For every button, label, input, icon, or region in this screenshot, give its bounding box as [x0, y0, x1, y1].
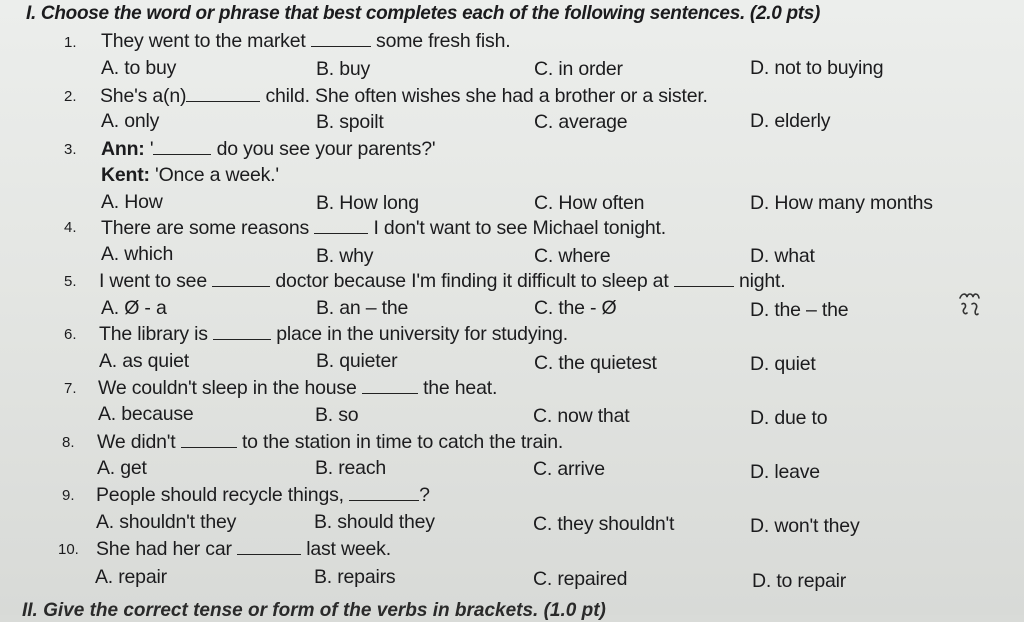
- option-a: A. as quiet: [99, 350, 189, 372]
- option-b: B. why: [316, 245, 374, 267]
- option-a: A. repair: [95, 566, 167, 588]
- question-1-stem: They went to the market some fresh fish.: [101, 30, 511, 52]
- option-c: C. now that: [533, 405, 630, 427]
- option-c: C. the quietest: [534, 352, 657, 374]
- answer-blank: [362, 377, 418, 394]
- option-c: C. arrive: [533, 458, 605, 480]
- question-7-stem: We couldn't sleep in the house the heat.: [98, 377, 498, 399]
- option-b: B. should they: [314, 511, 435, 533]
- question-number: 8.: [62, 434, 75, 451]
- question-number: 4.: [64, 219, 77, 236]
- question-3-reply: Kent: 'Once a week.': [101, 164, 279, 186]
- question-number: 7.: [64, 380, 77, 397]
- question-6-stem: The library is place in the university for studying.: [99, 323, 569, 345]
- option-d: D. won't they: [750, 515, 860, 537]
- option-c: C. where: [534, 245, 611, 267]
- option-d: D. to repair: [752, 570, 847, 592]
- next-section-heading: II. Give the correct tense or form of the verbs in brackets. (1.0 pt): [22, 600, 606, 621]
- option-b: B. an – the: [316, 297, 409, 319]
- option-a: A. to buy: [101, 57, 177, 79]
- handwritten-mark-icon: [956, 290, 984, 320]
- option-d: D. due to: [750, 407, 828, 429]
- option-d: D. elderly: [750, 110, 831, 132]
- option-c: C. the - Ø: [534, 297, 617, 319]
- option-a: A. Ø - a: [101, 297, 167, 319]
- speaker-kent: Kent:: [101, 164, 150, 186]
- question-5-stem: I went to see doctor because I'm finding it difficult to sleep at night.: [99, 270, 786, 292]
- option-c: C. repaired: [533, 568, 628, 590]
- option-b: B. buy: [316, 58, 371, 80]
- speaker-ann: Ann:: [101, 138, 145, 160]
- option-a: A. because: [98, 403, 194, 425]
- question-number: 6.: [64, 326, 77, 343]
- answer-blank: [181, 431, 237, 448]
- question-number: 5.: [64, 273, 77, 290]
- option-d: D. quiet: [750, 353, 816, 375]
- answer-blank: [213, 323, 271, 340]
- question-10-stem: She had her car last week.: [96, 538, 391, 560]
- question-number: 10.: [58, 541, 79, 558]
- option-c: C. How often: [534, 192, 645, 214]
- answer-blank: [349, 484, 419, 501]
- answer-blank: [237, 538, 301, 555]
- question-3-stem: Ann: ' do you see your parents?': [101, 138, 436, 160]
- option-c: C. they shouldn't: [533, 513, 675, 535]
- option-d: D. How many months: [750, 192, 933, 214]
- option-b: B. reach: [315, 457, 387, 479]
- option-d: D. leave: [750, 461, 820, 483]
- option-d: D. not to buying: [750, 57, 884, 79]
- answer-blank: [674, 270, 734, 287]
- question-8-stem: We didn't to the station in time to catch the train.: [97, 431, 564, 453]
- option-d: D. the – the: [750, 299, 849, 321]
- option-a: A. only: [101, 110, 160, 132]
- question-4-stem: There are some reasons I don't want to see Michael tonight.: [101, 217, 666, 239]
- option-b: B. so: [315, 404, 359, 426]
- section-heading: I. Choose the word or phrase that best completes each of the following sentences. (2.0 pts): [26, 3, 821, 24]
- option-c: C. in order: [534, 58, 623, 80]
- answer-blank: [212, 270, 270, 287]
- answer-blank: [311, 30, 371, 47]
- option-a: A. How: [101, 191, 163, 213]
- question-number: 3.: [64, 141, 77, 158]
- question-number: 9.: [62, 487, 75, 504]
- answer-blank: [314, 217, 368, 234]
- option-b: B. spoilt: [316, 111, 384, 133]
- question-9-stem: People should recycle things, ?: [96, 484, 430, 506]
- option-b: B. repairs: [314, 566, 396, 588]
- option-a: A. shouldn't they: [96, 511, 237, 533]
- question-number: 1.: [64, 34, 77, 51]
- option-b: B. How long: [316, 192, 419, 214]
- option-c: C. average: [534, 111, 628, 133]
- answer-blank: [186, 85, 260, 102]
- question-2-stem: She's a(n) child. She often wishes she had a brother or a sister.: [100, 85, 708, 107]
- option-a: A. which: [101, 243, 174, 265]
- question-number: 2.: [64, 88, 77, 105]
- option-d: D. what: [750, 245, 815, 267]
- answer-blank: [153, 138, 211, 155]
- option-a: A. get: [97, 457, 147, 479]
- option-b: B. quieter: [316, 350, 398, 372]
